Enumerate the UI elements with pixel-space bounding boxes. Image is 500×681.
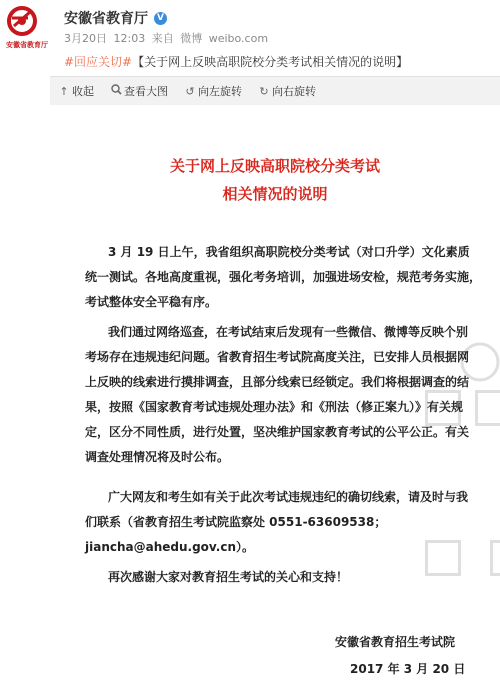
post-source[interactable]: 微博 [180, 32, 203, 45]
rotate-left-label: 向左旋转 [198, 85, 242, 98]
view-large-label: 查看大图 [124, 85, 168, 98]
paragraph-3 [85, 485, 486, 560]
rotate-left-icon: ↺ [185, 84, 195, 98]
document-image [50, 105, 500, 681]
paragraph-line: 再次感谢大家对教育招生考试的关心和支持！ [108, 570, 349, 584]
paragraph-1 [85, 240, 486, 315]
paragraph-line: 调查处理情况将及时公布。 [85, 450, 230, 464]
post-text [64, 53, 408, 70]
post-header [0, 0, 500, 48]
rotate-right-label: 向右旋转 [272, 85, 316, 98]
paragraph-line: 定，区分不同性质，进行处置，坚决维护国家教育考试的公平公正。有关 [85, 425, 470, 439]
paragraph-line: 们联系（省教育招生考试院监察处 0551-63609538； [85, 515, 387, 529]
avatar-caption: 安徽省教育厅 [6, 41, 48, 49]
magnifier-icon [110, 84, 122, 98]
arrow-up-icon: ↑ [59, 84, 69, 98]
paragraph-line: 果，按照《国家教育考试违规处理办法》和《刑法（修正案九）》有关规 [85, 400, 464, 414]
verified-icon: V [154, 12, 167, 25]
source-domain: weibo.com [208, 32, 269, 45]
signature-date: 2017 年 3 月 20 日 [350, 662, 466, 676]
paragraph-line: 广大网友和考生如有关于此次考试违规违纪的确切线索，请及时与我 [108, 490, 469, 504]
collapse-button[interactable] [58, 83, 94, 99]
paragraph-line: 考试整体安全平稳有序。 [85, 295, 218, 309]
paragraph-line: 我们通过网络巡查，在考试结束后发现有一些微信、微博等反映个别 [108, 325, 469, 339]
hashtag-link[interactable]: #回应关切# [64, 55, 133, 69]
paragraph-line: 统一测试。各地高度重视，强化考务培训，加强进场安检，规范考务实施， [85, 270, 482, 284]
signature-org: 安徽省教育招生考试院 [335, 635, 456, 649]
image-toolbar [50, 76, 500, 106]
post-body: 【关于网上反映高职院校分类考试相关情况的说明】 [132, 55, 409, 69]
rotate-right-button[interactable] [258, 83, 316, 99]
view-large-button[interactable] [110, 83, 168, 99]
document-title-line2: 相关情况的说明 [222, 185, 328, 203]
paragraph-2 [85, 320, 486, 470]
paragraph-line: jiancha@ahedu.gov.cn）。 [85, 540, 254, 554]
rotate-right-icon: ↻ [259, 84, 269, 98]
paragraph-line: 3 月 19 日上午，我省组织高职院校分类考试（对口升学）文化素质 [108, 245, 470, 259]
rotate-left-button[interactable] [184, 83, 242, 99]
from-label: 来自 [151, 32, 174, 45]
collapse-label: 收起 [72, 85, 94, 98]
paragraph-4 [108, 565, 486, 590]
post-time[interactable]: 12:03 [113, 32, 146, 45]
avatar[interactable] [2, 4, 52, 50]
post-date[interactable]: 3月20日 [64, 32, 107, 45]
post-meta [64, 30, 271, 46]
paragraph-line: 上反映的线索进行摸排调查，且部分线索已经锁定。我们将根据调查的结 [85, 375, 470, 389]
paragraph-line: 考场存在违规违纪问题。省教育招生考试院高度关注，已安排人员根据网 [85, 350, 470, 364]
document-title-line1: 关于网上反映高职院校分类考试 [169, 157, 380, 175]
account-name[interactable]: 安徽省教育厅 [64, 11, 148, 27]
